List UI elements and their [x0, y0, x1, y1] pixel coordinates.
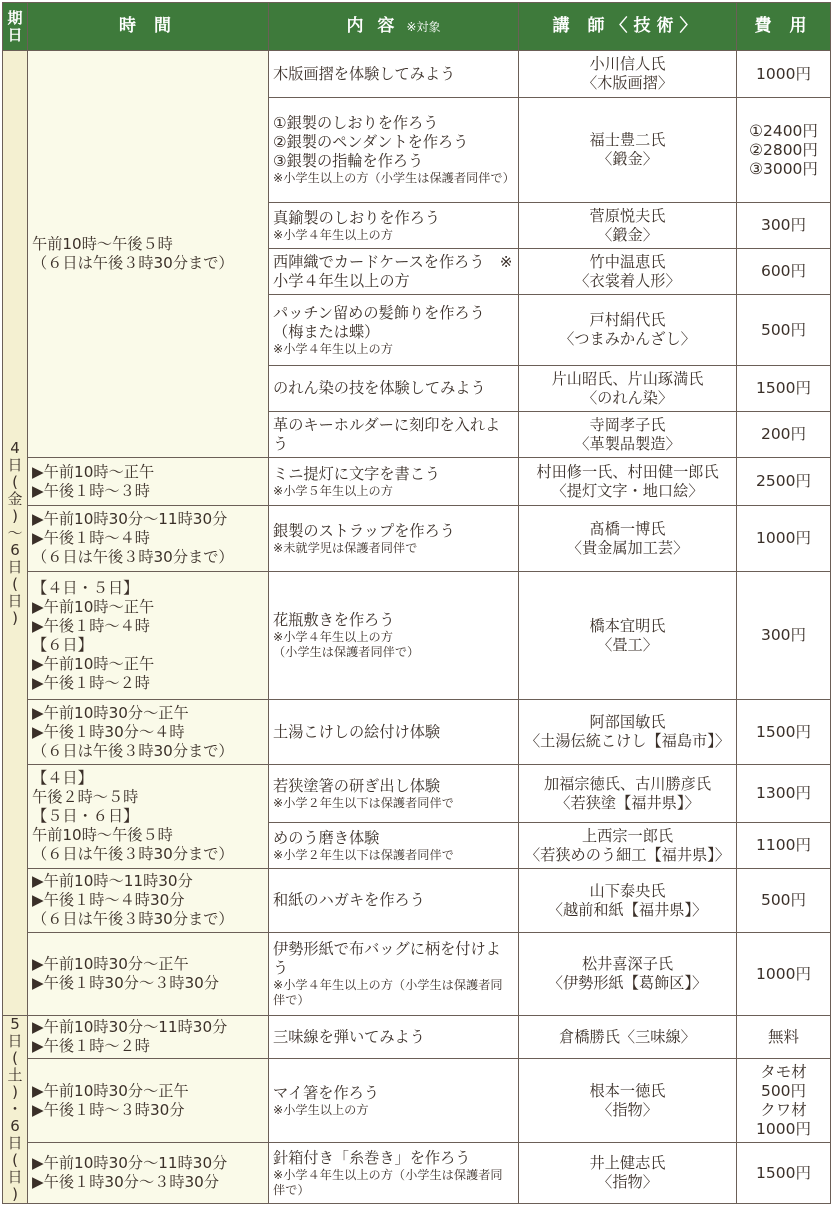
teacher-cell: [519, 295, 737, 366]
content-cell: [269, 366, 519, 412]
teacher-line: 倉橋勝氏〈三味線〉: [559, 1027, 696, 1046]
time-line: ▶午後１時〜４時: [32, 616, 150, 635]
fee-cell: [737, 869, 831, 933]
time-line: 午前10時〜午後５時: [32, 235, 173, 253]
teacher-line: 片山昭氏、片山琢満氏: [551, 369, 704, 388]
fee-line: 300円: [760, 216, 807, 234]
teacher-line: 〈畳工〉: [597, 635, 658, 654]
content-cell: [269, 506, 519, 572]
fee-cell: [737, 506, 831, 572]
teacher-line: 〈指物〉: [597, 1173, 658, 1192]
fee-cell: [737, 823, 831, 869]
time-line: （６日は午後３時30分まで）: [32, 254, 234, 272]
table-row: [3, 1016, 831, 1059]
fee-cell: [737, 933, 831, 1016]
content-line: 土湯こけしの絵付け体験: [273, 722, 441, 741]
fee-line: 500円: [760, 320, 807, 339]
content-note: ※小学４年生以上の方（小学生は保護者同伴で）: [273, 1167, 503, 1197]
fee-cell: [737, 249, 831, 295]
content-cell: [269, 458, 519, 506]
teacher-cell: [519, 506, 737, 572]
content-cell: [269, 823, 519, 869]
time-cell: [28, 51, 269, 458]
table-row: [3, 869, 831, 933]
fee-line: 1500円: [756, 722, 811, 741]
teacher-line: 上西宗一郎氏: [581, 826, 674, 845]
fee-cell: [737, 366, 831, 412]
day-char: 日: [7, 591, 23, 610]
teacher-line: 小川信人氏: [589, 55, 666, 73]
fee-cell: [737, 458, 831, 506]
fee-cell: [737, 1059, 831, 1143]
day-char: 日: [7, 1134, 23, 1152]
time-line: 【５日・６日】: [32, 807, 139, 825]
teacher-cell: [519, 412, 737, 458]
time-line: ▶午前10時〜11時30分: [32, 872, 193, 890]
teacher-cell: [519, 1059, 737, 1143]
fee-cell: [737, 1143, 831, 1204]
content-line: のれん染の技を体験してみよう: [273, 379, 486, 397]
teacher-cell: [519, 458, 737, 506]
content-note: ※小学２年生以下は保護者同伴で: [273, 847, 454, 862]
teacher-line: 村田修一氏、村田健一郎氏: [536, 462, 719, 481]
content-cell: [269, 203, 519, 249]
content-note: ※小学４年生以上の方: [273, 227, 393, 242]
day-char: (: [12, 1151, 18, 1169]
teacher-cell: [519, 572, 737, 700]
time-line: ▶午後１時30分〜３時30分: [32, 1173, 220, 1192]
time-line: ▶午前10時〜正午: [32, 462, 155, 481]
fee-line: 200円: [760, 425, 807, 443]
time-cell: [28, 1059, 269, 1143]
time-cell: [28, 700, 269, 765]
time-line: ▶午前10時30分〜正午: [32, 955, 189, 973]
time-line: ▶午前10時〜正午: [32, 597, 155, 616]
teacher-line: 竹中温恵氏: [589, 252, 666, 271]
content-line: 三味線を弾いてみよう: [273, 1027, 425, 1046]
time-cell: [28, 1143, 269, 1204]
teacher-cell: [519, 869, 737, 933]
day-char: 〜: [7, 523, 23, 542]
teacher-cell: [519, 98, 737, 203]
teacher-line: 橋本宜明氏: [589, 616, 666, 635]
day-char: (: [12, 1049, 18, 1067]
content-cell: [269, 572, 519, 700]
content-note: （小学生は保護者同伴で）: [273, 645, 420, 659]
header-fee: 費 用: [737, 3, 831, 51]
teacher-cell: [519, 1016, 737, 1059]
teacher-line: 〈鍛金〉: [597, 225, 658, 244]
time-line: ▶午後１時〜２時: [32, 1037, 150, 1056]
day-char: ): [12, 506, 18, 525]
time-line: ▶午前10時30分〜11時30分: [32, 1154, 228, 1173]
content-cell: [269, 700, 519, 765]
time-cell: [28, 1016, 269, 1059]
content-line: ②銀製のペンダントを作ろう: [273, 133, 469, 151]
content-cell: [269, 98, 519, 203]
schedule-table: [2, 2, 831, 1204]
fee-line: 500円: [760, 1081, 807, 1100]
content-line: パッチン留めの髪飾りを作ろう（梅または蝶）: [273, 303, 485, 341]
content-line: 革のキーホルダーに刻印を入れよう: [273, 415, 501, 453]
fee-cell: [737, 295, 831, 366]
fee-line: 1500円: [756, 379, 811, 397]
content-line: ①銀製のしおりを作ろう: [273, 114, 439, 132]
day-cell: [3, 1016, 28, 1204]
table-row: [3, 765, 831, 823]
time-line: ▶午前10時30分〜正午: [32, 1081, 189, 1100]
table-row: [3, 572, 831, 700]
teacher-line: 〈若狭塗【福井県】〉: [555, 793, 700, 812]
fee-line: 1300円: [756, 784, 811, 802]
time-line: ▶午後１時〜２時: [32, 673, 150, 692]
time-line: ▶午後１時30分〜３時30分: [32, 974, 220, 992]
content-line: 銀製のストラップを作ろう: [273, 521, 455, 540]
teacher-line: 戸村絹代氏: [589, 311, 666, 329]
fee-line: 1500円: [756, 1163, 811, 1182]
table-row: [3, 1059, 831, 1143]
time-line: ▶午前10時30分〜正午: [32, 703, 189, 722]
fee-line: 300円: [760, 626, 807, 644]
teacher-line: 松井喜深子氏: [581, 955, 674, 973]
teacher-line: 加福宗徳氏、古川勝彦氏: [543, 774, 712, 793]
time-cell: [28, 506, 269, 572]
table-row: [3, 458, 831, 506]
fee-cell: [737, 700, 831, 765]
teacher-line: 〈のれん染〉: [581, 388, 674, 407]
time-line: ▶午後１時30分〜４時: [32, 722, 185, 741]
teacher-line: 根本一徳氏: [589, 1081, 666, 1100]
content-cell: [269, 51, 519, 98]
fee-line: 1000円: [756, 64, 811, 83]
time-line: 【４日・５日】: [32, 578, 139, 597]
header-content-label: 内 容: [346, 15, 399, 36]
header-row: [3, 3, 831, 51]
day-char: 日: [7, 1168, 23, 1186]
fee-cell: [737, 98, 831, 203]
fee-line: 1000円: [756, 1119, 811, 1138]
time-cell: [28, 869, 269, 933]
day-char: 日: [7, 1032, 23, 1050]
content-line: 針箱付き「糸巻き」を作ろう: [273, 1148, 471, 1167]
content-note: ※小学４年生以上の方（小学生は保護者同伴で）: [273, 978, 503, 1007]
teacher-line: 山下泰央氏: [589, 881, 666, 900]
table-row: [3, 1143, 831, 1204]
teacher-line: 〈つまみかんざし〉: [559, 330, 696, 348]
time-line: （６日は午後３時30分まで）: [32, 910, 234, 928]
day-char: 金: [7, 489, 23, 508]
fee-line: 1100円: [756, 836, 811, 854]
content-line: 花瓶敷きを作ろう: [273, 611, 395, 629]
content-note: ※小学生以上の方: [273, 1102, 369, 1117]
fee-cell: [737, 412, 831, 458]
teacher-cell: [519, 249, 737, 295]
fee-cell: [737, 765, 831, 823]
teacher-cell: [519, 366, 737, 412]
content-cell: [269, 933, 519, 1016]
day-cell: [3, 51, 28, 1016]
teacher-line: 〈土湯伝統こけし【福島市】〉: [524, 732, 731, 750]
time-line: ▶午後１時〜４時: [32, 529, 150, 547]
teacher-cell: [519, 1143, 737, 1204]
time-line: ▶午後１時〜４時30分: [32, 891, 185, 909]
fee-line: ③3000円: [749, 159, 818, 178]
header-time: 時 間: [28, 3, 269, 51]
table-row: [3, 700, 831, 765]
header-day: 期日: [3, 3, 28, 51]
fee-cell: [737, 203, 831, 249]
header-content-note: ※対象: [406, 19, 441, 34]
time-cell: [28, 765, 269, 869]
teacher-line: 〈木版画摺〉: [581, 74, 674, 92]
teacher-cell: [519, 51, 737, 98]
content-line: 和紙のハガキを作ろう: [273, 891, 425, 909]
time-line: ▶午前10時〜正午: [32, 654, 155, 673]
teacher-line: 寺岡孝子氏: [589, 415, 666, 434]
teacher-line: 菅原悦夫氏: [589, 206, 666, 225]
content-note: ※未就学児は保護者同伴で: [273, 540, 418, 555]
day-char: (: [12, 574, 18, 593]
teacher-line: 〈若狭めのう細工【福井県】〉: [524, 845, 731, 864]
header-teacher: 講 師〈技術〉: [519, 3, 737, 51]
teacher-line: 〈伊勢形紙【葛飾区】〉: [547, 974, 708, 992]
content-line: めのう磨き体験: [273, 828, 380, 847]
header-content: [269, 3, 519, 51]
content-line: 真鍮製のしおりを作ろう: [273, 208, 441, 227]
content-cell: [269, 1016, 519, 1059]
content-note: ※小学５年生以上の方: [273, 483, 393, 498]
content-line: マイ箸を作ろう: [273, 1083, 380, 1102]
time-line: 【４日】: [32, 769, 93, 787]
time-line: ▶午後１時〜３時30分: [32, 1100, 185, 1119]
day-char: 日: [7, 455, 23, 474]
content-cell: [269, 1143, 519, 1204]
teacher-cell: [519, 823, 737, 869]
day-char: 6: [10, 540, 20, 559]
time-line: 午前10時〜午後５時: [32, 826, 173, 844]
content-line: ③銀製の指輪を作ろう: [273, 152, 424, 170]
time-line: ▶午前10時30分〜11時30分: [32, 510, 228, 528]
teacher-cell: [519, 700, 737, 765]
fee-line: 2500円: [756, 472, 811, 490]
content-note: ※小学４年生以上の方: [273, 630, 393, 644]
teacher-line: 井上健志氏: [589, 1154, 666, 1173]
day-char: 日: [7, 557, 23, 576]
time-line: 【６日】: [32, 635, 93, 654]
day-char: ): [12, 608, 18, 627]
fee-line: ①2400円: [749, 121, 818, 140]
content-cell: [269, 412, 519, 458]
day-char: ): [12, 1083, 18, 1101]
fee-line: 500円: [760, 891, 807, 909]
table-row: [3, 51, 831, 98]
time-line: 午後２時〜５時: [32, 788, 139, 806]
day-char: 4: [10, 438, 20, 457]
day-char: ・: [7, 1100, 23, 1118]
time-cell: [28, 933, 269, 1016]
fee-cell: [737, 1016, 831, 1059]
fee-line: タモ材: [760, 1062, 807, 1081]
fee-cell: [737, 572, 831, 700]
time-cell: [28, 458, 269, 506]
teacher-cell: [519, 933, 737, 1016]
time-line: （６日は午後３時30分まで）: [32, 845, 234, 863]
teacher-line: 〈指物〉: [597, 1100, 658, 1119]
teacher-line: 阿部国敏氏: [589, 713, 666, 731]
day-char: 5: [10, 1015, 20, 1033]
teacher-cell: [519, 765, 737, 823]
time-line: （６日は午後３時30分まで）: [32, 548, 234, 566]
fee-line: 600円: [760, 262, 807, 280]
fee-line: ②2800円: [749, 140, 818, 159]
content-line: 伊勢形紙で布バッグに柄を付けよう: [273, 940, 501, 977]
content-cell: [269, 1059, 519, 1143]
teacher-cell: [519, 203, 737, 249]
fee-line: 1000円: [756, 529, 811, 547]
teacher-line: 〈貴金属加工芸〉: [566, 538, 689, 557]
fee-line: 無料: [767, 1027, 799, 1046]
teacher-line: 〈革製品製造〉: [574, 434, 681, 453]
fee-line: クワ材: [760, 1100, 807, 1119]
teacher-line: 福士豊二氏: [589, 131, 666, 149]
content-line: 若狭塗箸の研ぎ出し体験: [273, 776, 441, 795]
time-line: ▶午後１時〜３時: [32, 481, 150, 500]
time-cell: [28, 572, 269, 700]
content-cell: [269, 249, 519, 295]
day-char: 6: [10, 1117, 20, 1135]
table-row: [3, 506, 831, 572]
content-cell: [269, 869, 519, 933]
content-line: 木版画摺を体験してみよう: [273, 64, 456, 83]
content-line: 西陣織でカードケースを作ろう ※小学４年生以上の方: [273, 252, 513, 290]
content-cell: [269, 295, 519, 366]
day-char: (: [12, 472, 18, 491]
content-note: ※小学２年生以下は保護者同伴で: [273, 795, 454, 810]
teacher-line: 〈鍛金〉: [597, 150, 658, 168]
content-line: ミニ提灯に文字を書こう: [273, 464, 441, 483]
day-char: ): [12, 1185, 18, 1203]
teacher-line: 〈越前和紙【福井県】〉: [547, 900, 708, 919]
time-line: ▶午前10時30分〜11時30分: [32, 1018, 228, 1037]
teacher-line: 〈提灯文字・地口絵〉: [551, 481, 704, 500]
content-note: ※小学４年生以上の方: [273, 341, 393, 356]
fee-line: 1000円: [756, 964, 811, 983]
content-note: ※小学生以上の方（小学生は保護者同伴で）: [273, 171, 515, 185]
teacher-line: 〈衣裳着人形〉: [574, 271, 681, 290]
fee-cell: [737, 51, 831, 98]
content-cell: [269, 765, 519, 823]
day-char: 土: [7, 1066, 23, 1084]
time-line: （６日は午後３時30分まで）: [32, 741, 234, 760]
teacher-line: 髙橋一博氏: [589, 519, 666, 538]
table-row: [3, 933, 831, 1016]
